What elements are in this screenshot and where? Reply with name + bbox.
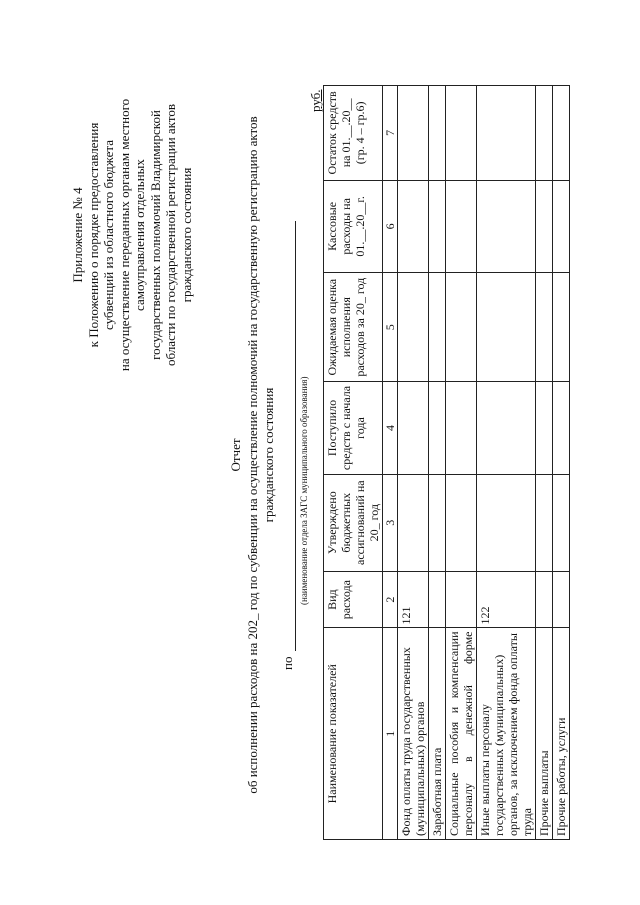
table-row [536,86,553,840]
table-header-row [324,86,383,840]
annex-line: гражданского состояния [178,167,194,303]
column-number: 7 [383,86,398,181]
header-approved: Утверждено бюджетных ассигнований на 20_ год [324,474,383,571]
row-code [553,571,570,628]
expense-table [323,85,570,840]
column-number: 5 [383,272,398,381]
row-name: Фонд оплаты труда государственных (муниципальных) органов [398,628,429,840]
annex-line: субвенций из областного бюджета [101,140,116,330]
cell [477,382,536,474]
annex-line: Приложение № 4 [70,187,85,283]
report-title: Отчет [228,438,243,472]
cell [477,272,536,381]
cell [398,86,429,181]
department-note: (наименование отдела ЗАГС муниципального образования) [299,376,309,605]
cell [446,86,477,181]
row-name: Социальные пособия и компенсации персоналу в денежной форме [446,628,477,840]
row-name: Заработная плата [429,628,446,840]
header-received: Поступило средств с начала года [324,382,383,474]
cell [446,180,477,272]
cell [477,86,536,181]
cell [536,474,553,571]
department-blank-line [283,221,296,651]
cell [477,180,536,272]
cell [429,180,446,272]
cell [398,382,429,474]
cell [429,382,446,474]
annex-line: государственных полномочий Владимирской [147,110,163,360]
column-number: 3 [383,474,398,571]
header-cash: Кассовые расходы на 01.__.20__г. [324,180,383,272]
column-number: 6 [383,180,398,272]
po-label: по [280,656,295,670]
report-subtitle: об исполнении расходов на 202_ год по субвенции на осуществление полномочий на государственную регистрацию актов гражданского состояния [245,116,276,794]
row-code: 121 [398,571,429,628]
table-row [429,86,446,840]
cell [477,474,536,571]
cell [446,474,477,571]
annex-header [70,65,194,405]
column-number-row [383,86,398,840]
row-code: 122 [477,571,536,628]
cell [429,474,446,571]
cell [398,180,429,272]
table-row [477,86,536,840]
annex-line: на осуществление переданных органам местного [116,98,132,372]
row-name: Прочие работы, услуги [553,628,570,840]
header-balance: Остаток средств на 01.__.20__ (гр. 4 – гр.6) [324,86,383,181]
row-code [429,571,446,628]
rotated-page [70,65,580,845]
row-code [536,571,553,628]
header-expected: Ожидаемая оценка исполнения расходов за 20_ год [324,272,383,381]
cell [536,180,553,272]
currency-label: руб. [308,89,323,112]
cell [429,272,446,381]
cell [536,86,553,181]
row-name: Иные выплаты персоналу государственных (муниципальных) органов, за исключением фонда оплаты труда [477,628,536,840]
table-row [553,86,570,840]
row-name: Прочие выплаты [536,628,553,840]
cell [398,474,429,571]
annex-line: самоуправления отдельных [132,159,147,311]
cell [446,382,477,474]
cell [553,474,570,571]
annex-line: к Положению о порядке предоставления [85,122,101,348]
cell [398,272,429,381]
department-line [280,221,296,670]
column-number: 2 [383,571,398,628]
cell [553,272,570,381]
cell [446,272,477,381]
row-code [446,571,477,628]
cell [553,86,570,181]
column-number: 1 [383,628,398,840]
header-code: Вид расхода [324,571,383,628]
cell [536,382,553,474]
cell [536,272,553,381]
annex-line: области по государственной регистрации актов [163,104,178,366]
cell [429,86,446,181]
column-number: 4 [383,382,398,474]
cell [553,382,570,474]
table-row [398,86,429,840]
header-name: Наименование показателей [324,628,383,840]
table-row [446,86,477,840]
cell [553,180,570,272]
